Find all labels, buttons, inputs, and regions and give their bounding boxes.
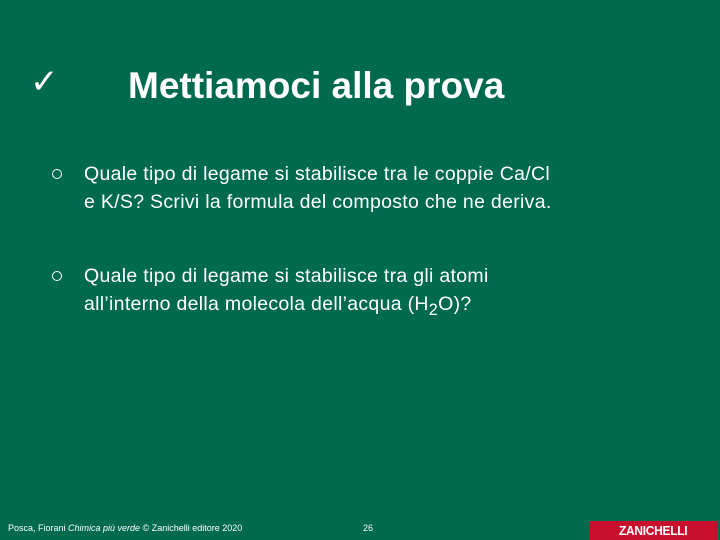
check-icon: ✓ [30,62,59,102]
slide-title: Mettiamoci alla prova [128,65,505,106]
list-item [52,160,652,216]
question-line-suffix: O)? [438,293,472,315]
question-text [84,262,489,324]
footer-authors: Posca, Fiorani [8,523,69,533]
question-line: Quale tipo di legame si stabilisce tra le coppie Ca/Cl [84,163,551,185]
question-line: Quale tipo di legame si stabilisce tra gli atomi [84,265,489,287]
question-line: e K/S? Scrivi la formula del composto che ne deriva. [84,191,552,213]
page-number: 26 [363,523,374,533]
logo-text: ZANICHELLI [618,523,688,538]
list-item [52,262,652,324]
footer-credits [8,521,242,535]
bullet-icon [52,271,62,281]
question-line-prefix: all’interno della molecola dell’acqua (H [84,293,429,315]
question-text [84,160,552,216]
zanichelli-logo [589,521,717,540]
question-line [84,293,472,319]
subscript: 2 [428,300,439,319]
footer-book-title: Chimica più verde [68,523,141,533]
bullet-icon [52,169,62,179]
footer-publisher: © Zanichelli editore 2020 [140,523,243,533]
